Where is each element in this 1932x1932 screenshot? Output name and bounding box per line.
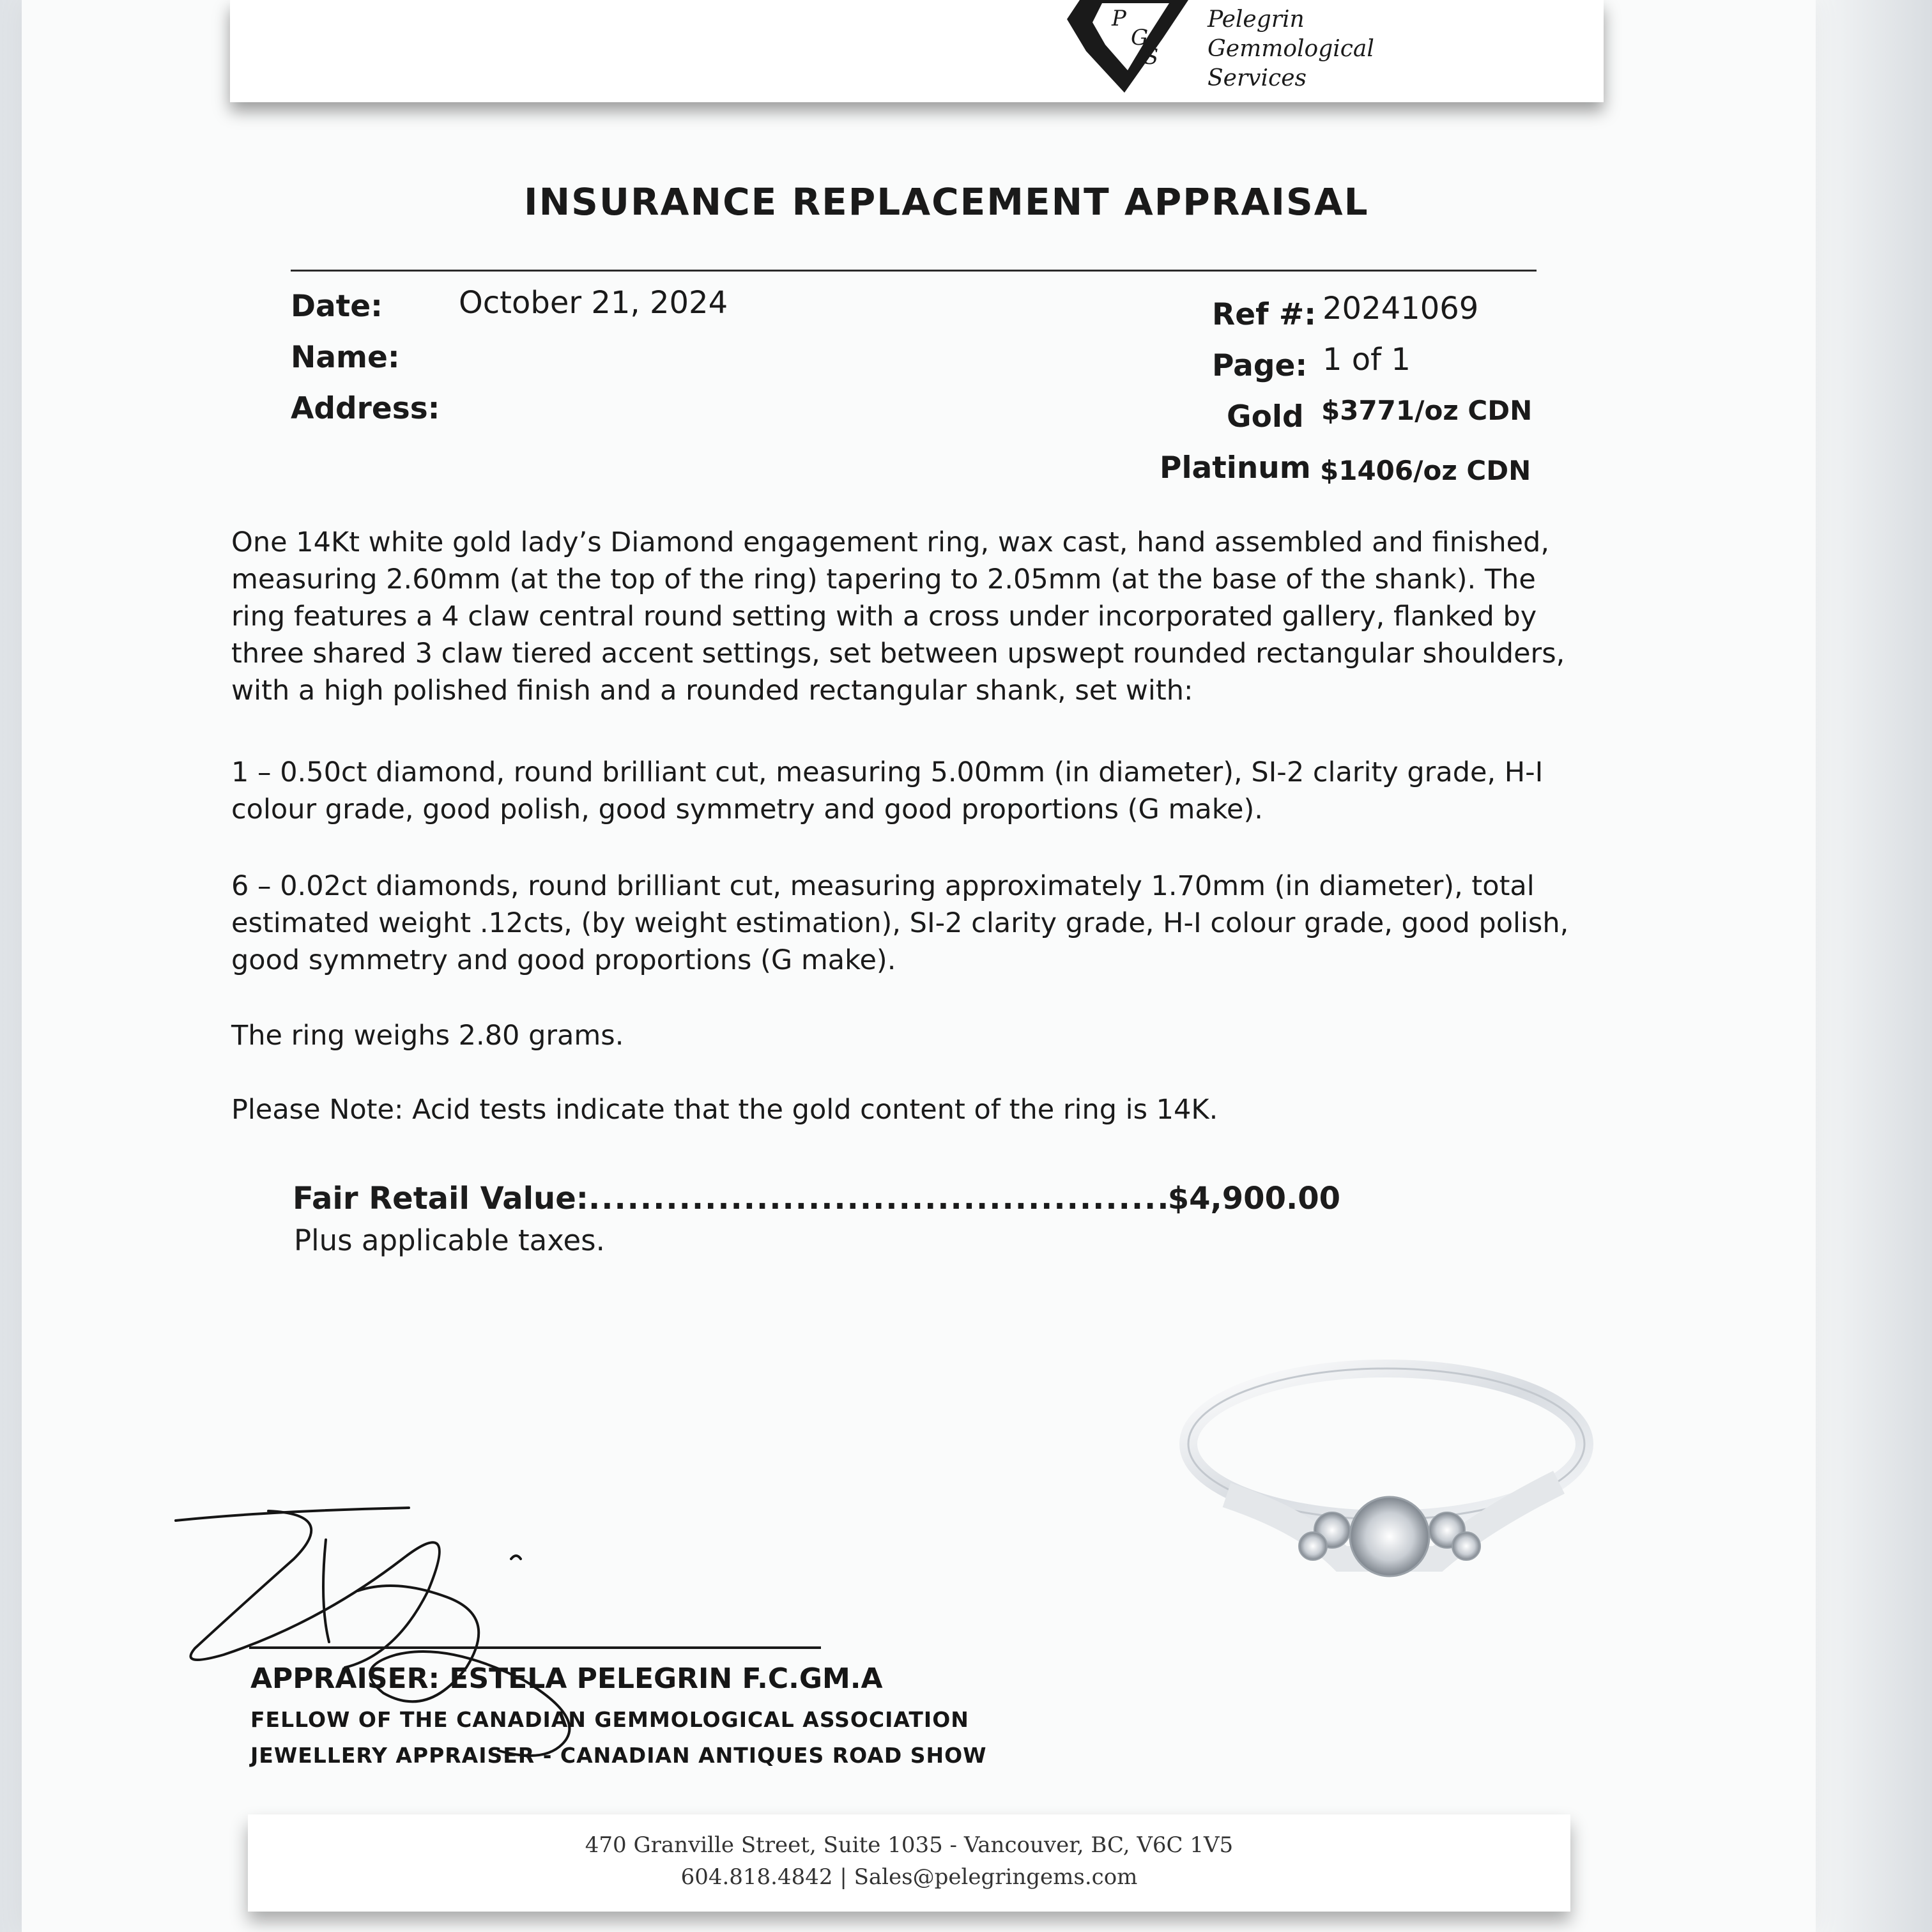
taxes-note: Plus applicable taxes. bbox=[294, 1223, 605, 1257]
platinum-price: $1406/oz CDN bbox=[1320, 455, 1531, 486]
company-line-1: Pelegrin bbox=[1208, 6, 1305, 33]
date-value: October 21, 2024 bbox=[459, 285, 728, 321]
document-title: INSURANCE REPLACEMENT APPRAISAL bbox=[524, 180, 1369, 224]
logo-letter-g: G bbox=[1131, 25, 1149, 50]
company-line-2: Gemmological bbox=[1208, 36, 1374, 62]
ref-value: 20241069 bbox=[1322, 291, 1479, 326]
letterhead-band bbox=[230, 0, 1604, 102]
gold-price: $3771/oz CDN bbox=[1321, 395, 1533, 426]
logo-letter-p: P bbox=[1112, 6, 1126, 31]
signature-line bbox=[249, 1646, 821, 1649]
leader-dots bbox=[588, 1181, 1168, 1216]
ring-description: One 14Kt white gold lady’s Diamond engagement ring, wax cast, hand assembled and finished, measuring 2.60mm (at the top of the ring) tapering to 2.05mm (at the base of the shank). The ring features a 4 claw central round setting with a cross under incorporated gallery, flanked by three shared 3 claw tiered accent settings, set between upswept rounded rectangular shoulders, with a high polished finish and a rounded rectangular shank, set with: bbox=[231, 526, 1565, 707]
pgs-logo-icon bbox=[1041, 0, 1233, 96]
company-name bbox=[1208, 5, 1374, 93]
accent-stones-description: 6 – 0.02ct diamonds, round brilliant cut, measuring approximately 1.70mm (in diameter), total estimated weight .12cts, (by weight estimation), SI-2 clarity grade, H-I colour grade, good polish, good symmetry and good proportions (G make). bbox=[231, 870, 1569, 976]
address-label: Address: bbox=[291, 391, 440, 426]
title-divider bbox=[291, 270, 1537, 272]
company-line-3: Services bbox=[1208, 65, 1307, 91]
fair-retail-value-amount: $4,900.00 bbox=[1167, 1181, 1340, 1216]
footer-contact bbox=[248, 1864, 1570, 1890]
page-value: 1 of 1 bbox=[1322, 342, 1411, 378]
appraiser-name: APPRAISER: ESTELA PELEGRIN F.C.GM.A bbox=[250, 1662, 883, 1695]
footer-separator: | bbox=[839, 1864, 847, 1890]
platinum-label: Platinum bbox=[1160, 450, 1311, 486]
ring-photo-icon bbox=[1150, 1348, 1597, 1642]
fair-retail-value bbox=[293, 1181, 1340, 1216]
gold-content-note: Please Note: Acid tests indicate that the gold content of the ring is 14K. bbox=[231, 1094, 1218, 1126]
name-label: Name: bbox=[291, 340, 400, 375]
page-label: Page: bbox=[1212, 348, 1308, 383]
gold-label: Gold bbox=[1227, 399, 1304, 434]
fair-retail-value-label: Fair Retail Value: bbox=[293, 1181, 588, 1216]
appraiser-credential-2: JEWELLERY APPRAISER - CANADIAN ANTIQUES ROAD SHOW bbox=[250, 1743, 987, 1768]
appraiser-credential-1: FELLOW OF THE CANADIAN GEMMOLOGICAL ASSOCIATION bbox=[250, 1707, 969, 1732]
ref-label: Ref #: bbox=[1212, 297, 1317, 332]
footer-email: Sales@pelegringems.com bbox=[854, 1864, 1138, 1890]
ring-weight: The ring weighs 2.80 grams. bbox=[231, 1020, 624, 1052]
center-stone-description: 1 – 0.50ct diamond, round brilliant cut, measuring 5.00mm (in diameter), SI-2 clarity grade, H-I colour grade, good polish, good symmetry and good proportions (G make). bbox=[231, 756, 1544, 825]
footer-address: 470 Granville Street, Suite 1035 - Vancouver, BC, V6C 1V5 bbox=[585, 1832, 1234, 1858]
date-label: Date: bbox=[291, 289, 383, 324]
logo-letter-s: S bbox=[1144, 44, 1159, 70]
footer-phone: 604.818.4842 bbox=[680, 1864, 833, 1890]
footer-band bbox=[248, 1814, 1570, 1912]
